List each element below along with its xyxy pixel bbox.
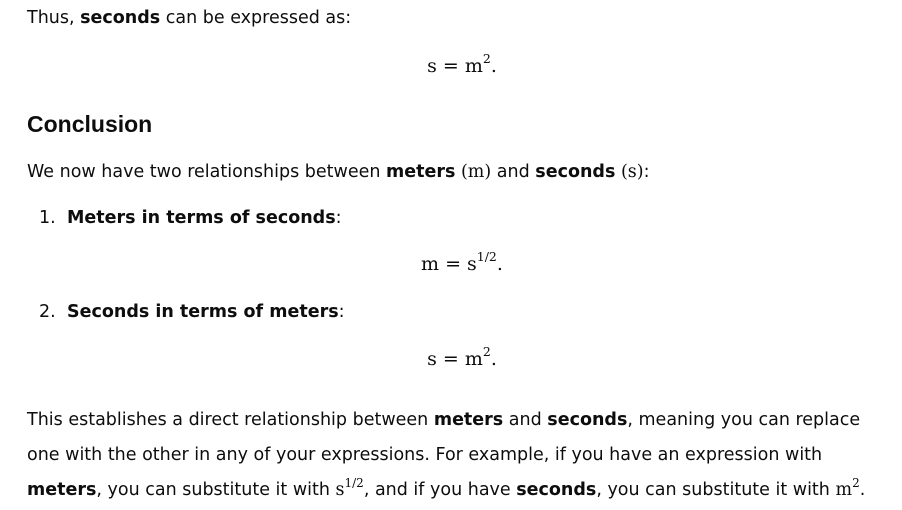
inline-math-m-squared: $m^2$ [835,476,860,500]
equation-top: $s = m^2$. [427,51,497,77]
equation-meters: $m = s^{1/2}$. [421,249,503,275]
list-item: 2. Seconds in terms of meters: [39,302,345,322]
inline-math-s-half: $s^{1/2}$ [335,476,364,500]
section-heading: Conclusion [27,111,153,137]
closing-paragraph: This establishes a direct relationship between meters and seconds, meaning you can replace one with the other in any of your expressions. For example, if you have an expression with meters, you can substitute it with $s^{1/2}$, and if you have seconds, you can substitute it with $m^2$. [27,410,866,500]
relation-paragraph: We now have two relationships between meters (m) and seconds (s): [27,162,650,182]
intro-paragraph: Thus, seconds can be expressed as: [27,8,352,28]
equation-seconds: $s = m^2$. [427,344,497,370]
list-item: 1. Meters in terms of seconds: [39,208,342,228]
intro-bold: seconds [80,8,161,28]
